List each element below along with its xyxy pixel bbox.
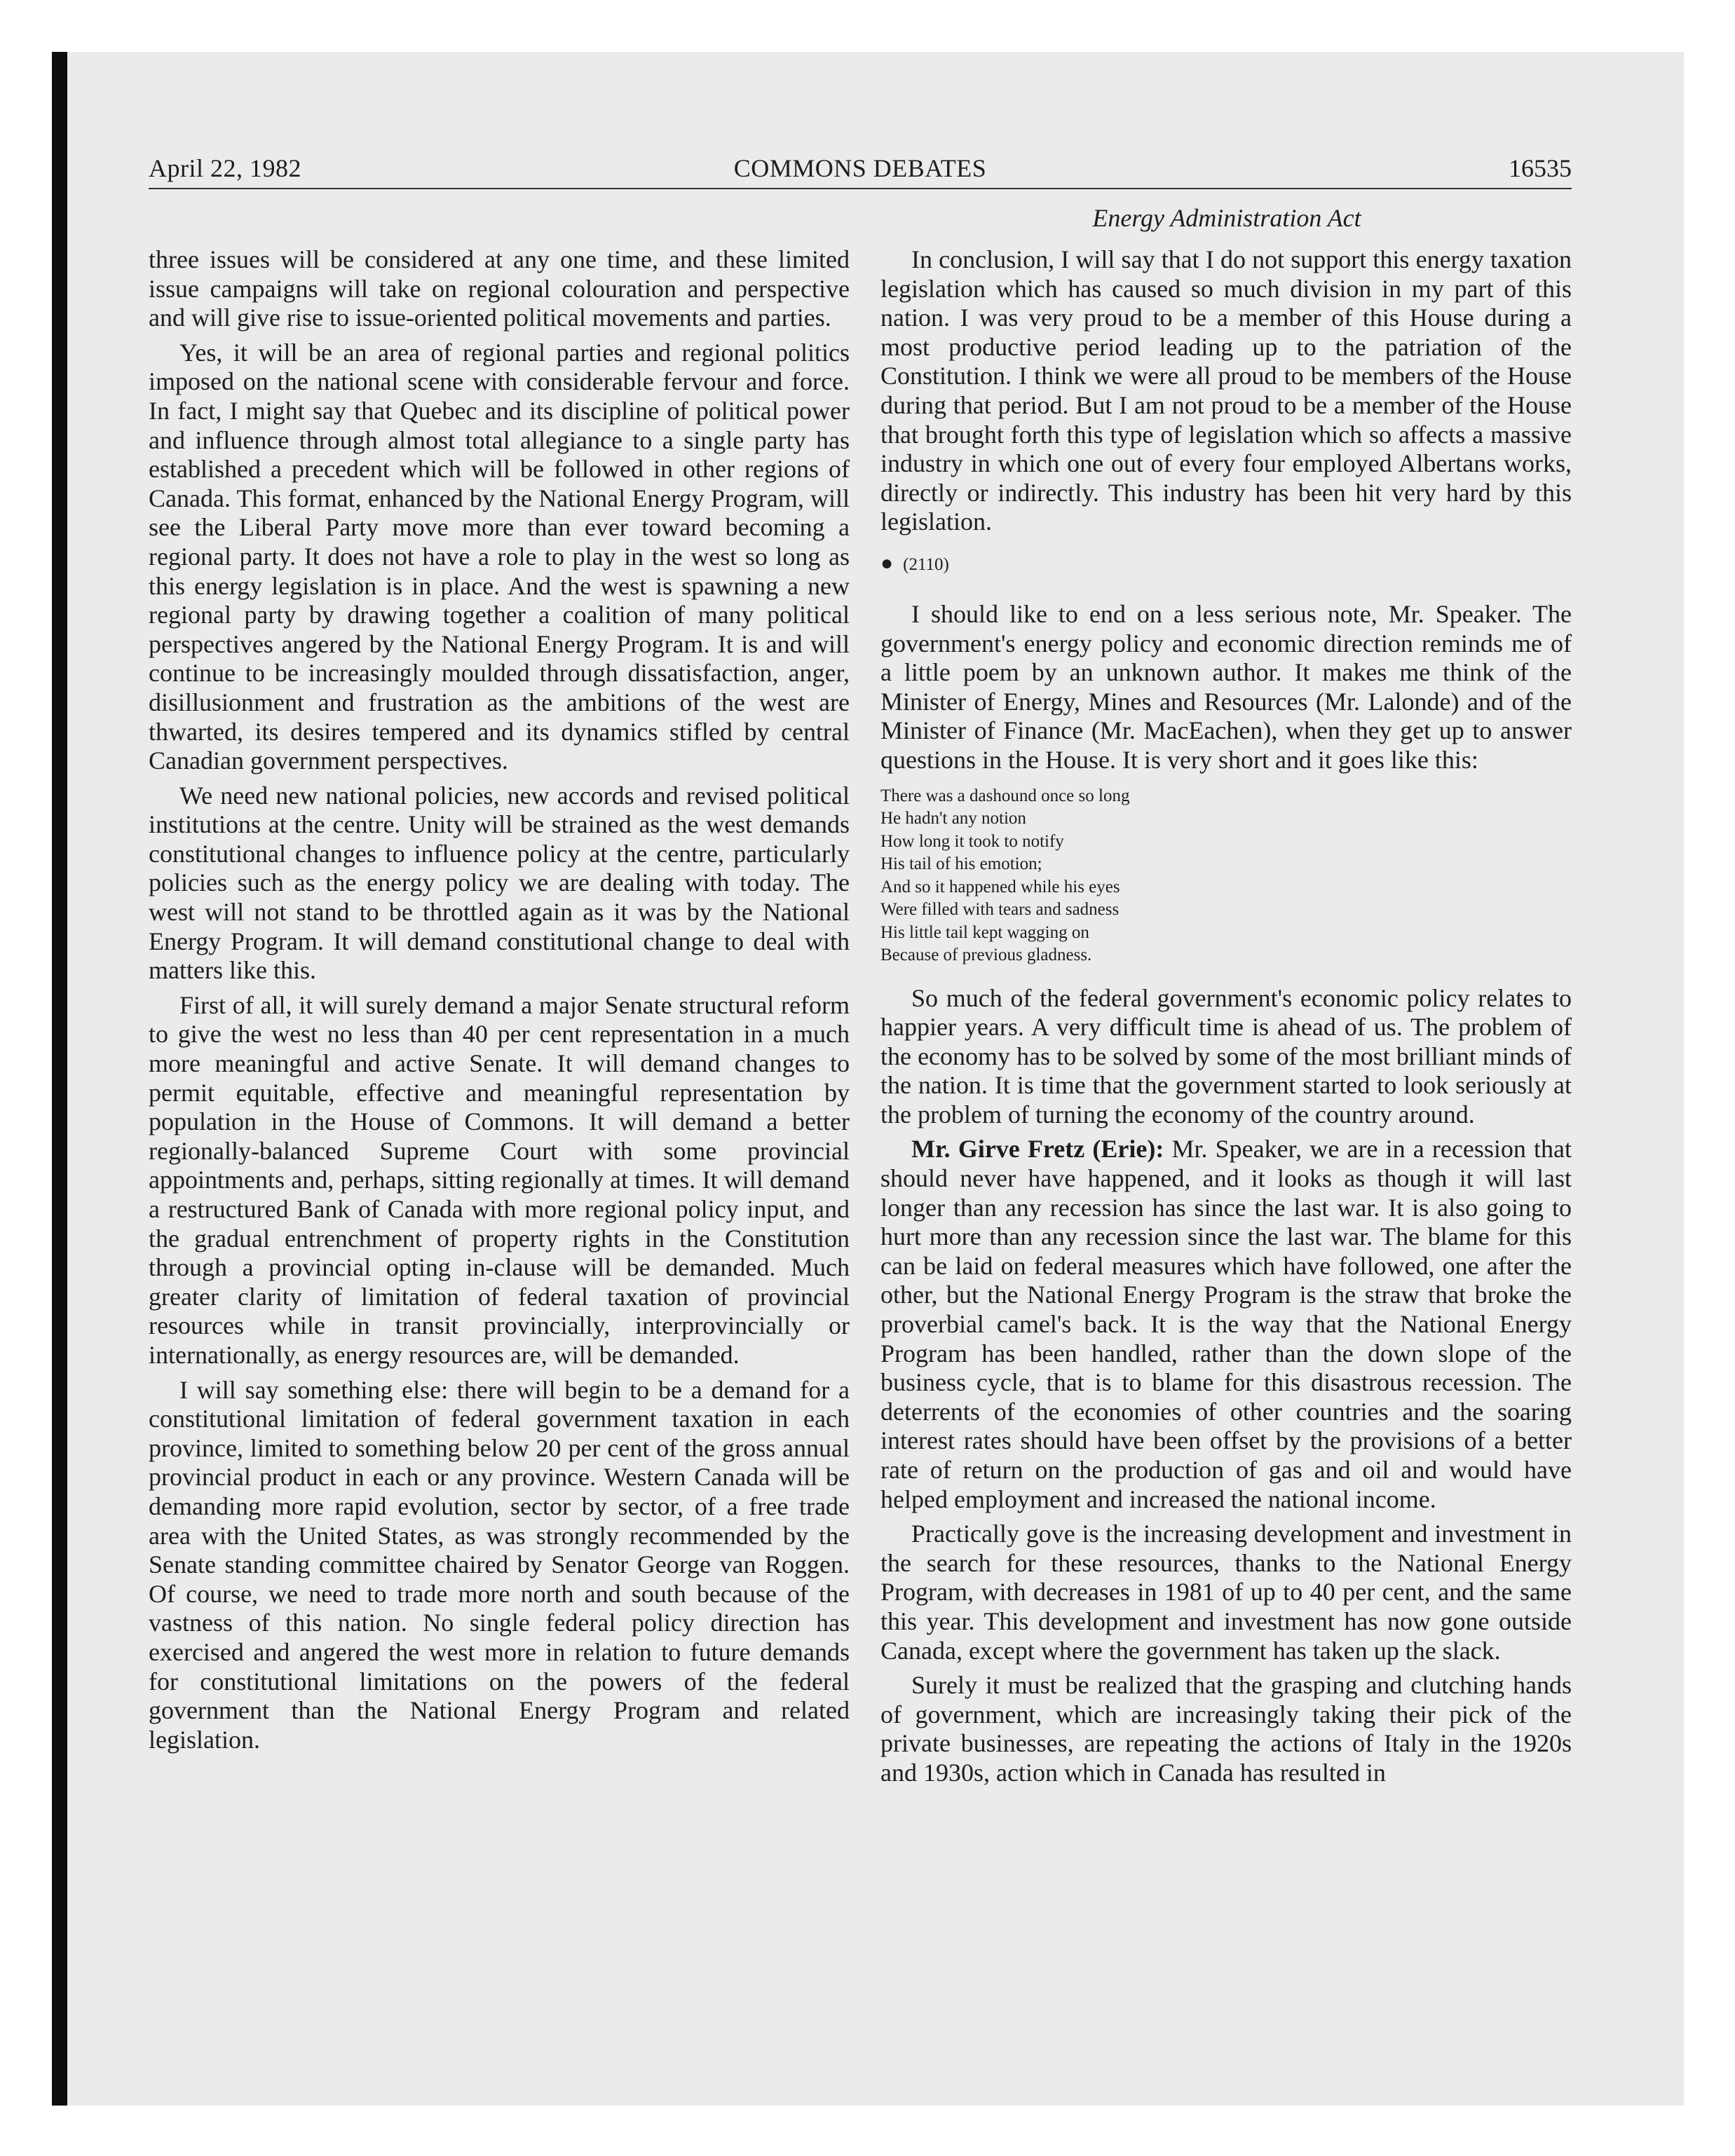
speaker-name: Mr. Girve Fretz (Erie): xyxy=(911,1135,1164,1164)
header-rule xyxy=(149,188,1572,189)
left-paragraph-3: We need new national policies, new accords and revised political institutions at the centre. Unity will be strained as the west demands constitutional changes to influence policy at the centre, particularly policies such as the energy policy we are dealing with today. The west will not stand to be throttled again as it was by the National Energy Program. It will demand constitutional change to deal with matters like this. xyxy=(149,781,850,985)
left-column xyxy=(149,245,850,1760)
left-paragraph-4: First of all, it will surely demand a major Senate structural reform to give the west no less than 40 per cent representation in a much more meaningful and active Senate. It will demand changes to permit equitable, effective and meaningful representation by population in the House of Commons. It will demand a better regionally-balanced Supreme Court with some provincial appointments and, perhaps, sitting regionally at times. It will demand a restructured Bank of Canada with more regional policy input, and the gradual entrenchment of property rights in the Constitution through a provincial opting in-clause will be demanded. Much greater clarity of limitation of federal taxation of provincial resources while in transit provincially, interprovincially or internationally, as energy resources are, will be demanded. xyxy=(149,990,850,1369)
right-closing-paragraph-1: Practically gove is the increasing development and investment in the search for these resources, thanks to the National Energy Program, with decreases in 1981 of up to 40 per cent, and the same this year. This development and investment has now gone outside Canada, except where the government has taken up the slack. xyxy=(880,1520,1572,1665)
poem-line: And so it happened while his eyes xyxy=(880,877,1120,896)
time-marker-text: (2110) xyxy=(903,554,949,574)
bullet-icon: ● xyxy=(880,551,894,575)
right-paragraph-after-poem: So much of the federal government's economic policy relates to happier years. A very difficult time is ahead of us. The problem of the economy has to be solved by some of the most brilliant minds of the nation. It is time that the government started to look seriously at the problem of turning the economy of the country around. xyxy=(880,983,1572,1128)
poem-line: How long it took to notify xyxy=(880,831,1064,851)
poem-line: There was a dashound once so long xyxy=(880,786,1130,805)
binding-edge xyxy=(52,52,67,2106)
right-intro-paragraph: In conclusion, I will say that I do not support this energy taxation legislation which has caused so much division in my part of this nation. I was very proud to be a member of this House during a most productive period leading up to the patriation of the Constitution. I think we were all proud to be members of the House during that period. But I am not proud to be a member of the House that brought forth this type of legislation which so affects a massive industry in which one out of every four employed Albertans works, directly or indirectly. This industry has been hit very hard by this legislation. xyxy=(880,245,1572,536)
right-column xyxy=(880,245,1572,1794)
right-paragraph-after-marker: I should like to end on a less serious note, Mr. Speaker. The government's energy policy and economic direction reminds me of a little poem by an unknown author. It makes me think of the Minister of Energy, Mines and Resources (Mr. Lalonde) and of the Minister of Finance (Mr. MacEachen), when they get up to answer questions in the House. It is very short and it goes like this: xyxy=(880,599,1572,774)
poem-line: His little tail kept wagging on xyxy=(880,922,1089,942)
right-closing-paragraph-2: Surely it must be realized that the grasping and clutching hands of government, which are increasingly taking their pick of the private businesses, are repeating the actions of Italy in the 1920s and 1930s, action which in Canada has resulted in xyxy=(880,1671,1572,1787)
left-paragraph-2: Yes, it will be an area of regional parties and regional politics imposed on the national scene with considerable fervour and force. In fact, I might say that Quebec and its discipline of political power and influence through almost total allegiance to a single party has established a precedent which will be followed in other regions of Canada. This format, enhanced by the National Energy Program, will see the Liberal Party move more than ever toward becoming a regional party. It does not have a role to play in the west so long as this energy legislation is in place. And the west is spawning a new regional party by drawing together a coalition of many political perspectives angered by the National Energy Program. It is and will continue to be increasingly moulded through dissatisfaction, anger, disillusionment and frustration as the ambitions of the west are thwarted, its desires tempered and its dynamics stifled by central Canadian government perspectives. xyxy=(149,338,850,775)
left-paragraph-5: I will say something else: there will begin to be a demand for a constitutional limitation of federal government taxation in each province, limited to something below 20 per cent of the gross annual provincial product in each or any province. Western Canada will be demanding more rapid evolution, sector by sector, of a free trade area with the United States, as was strongly recommended by the Senate standing committee chaired by Senator George van Roggen. Of course, we need to trade more north and south because of the vastness of this nation. No single federal policy direction has exercised and angered the west more in relation to future demands for constitutional limitations on the powers of the federal government than the National Energy Program and related legislation. xyxy=(149,1375,850,1754)
header-publication: COMMONS DEBATES xyxy=(733,154,987,182)
header-page-number: 16535 xyxy=(1509,154,1572,182)
poem-line: Because of previous gladness. xyxy=(880,946,1092,964)
speaker-text: Mr. Speaker, we are in a recession that should never have happened, and it looks as though it will last longer than any recession has since the last war. It is also going to hurt more than any recession since the last war. The blame for this can be laid on federal measures which have followed, one after the other, but the National Energy Program is the straw that broke the proverbial camel's back. It is the way that the National Energy Program has been handled, rather than the down slope of the business cycle, that is to blame for this disastrous recession. The deterrents of the economies of other countries and the soaring interest rates should have been offset by the provisions of a better rate of return on the production of gas and oil and would have helped employment and increased the national income. xyxy=(880,1135,1572,1513)
poem xyxy=(880,785,1572,967)
poem-line: He hadn't any notion xyxy=(880,809,1026,828)
poem-line: His tail of his emotion; xyxy=(880,854,1042,873)
poem-line: Were filled with tears and sadness xyxy=(880,900,1120,919)
speaker-paragraph xyxy=(880,1135,1572,1514)
time-marker xyxy=(880,550,1572,579)
subject-heading: Energy Administration Act xyxy=(1092,204,1361,232)
page-header xyxy=(149,147,1572,189)
left-paragraph-1: three issues will be considered at any one time, and these limited issue campaigns will take on regional colouration and perspective and will give rise to issue-oriented political movements and parties. xyxy=(149,245,850,332)
header-date: April 22, 1982 xyxy=(149,154,301,182)
